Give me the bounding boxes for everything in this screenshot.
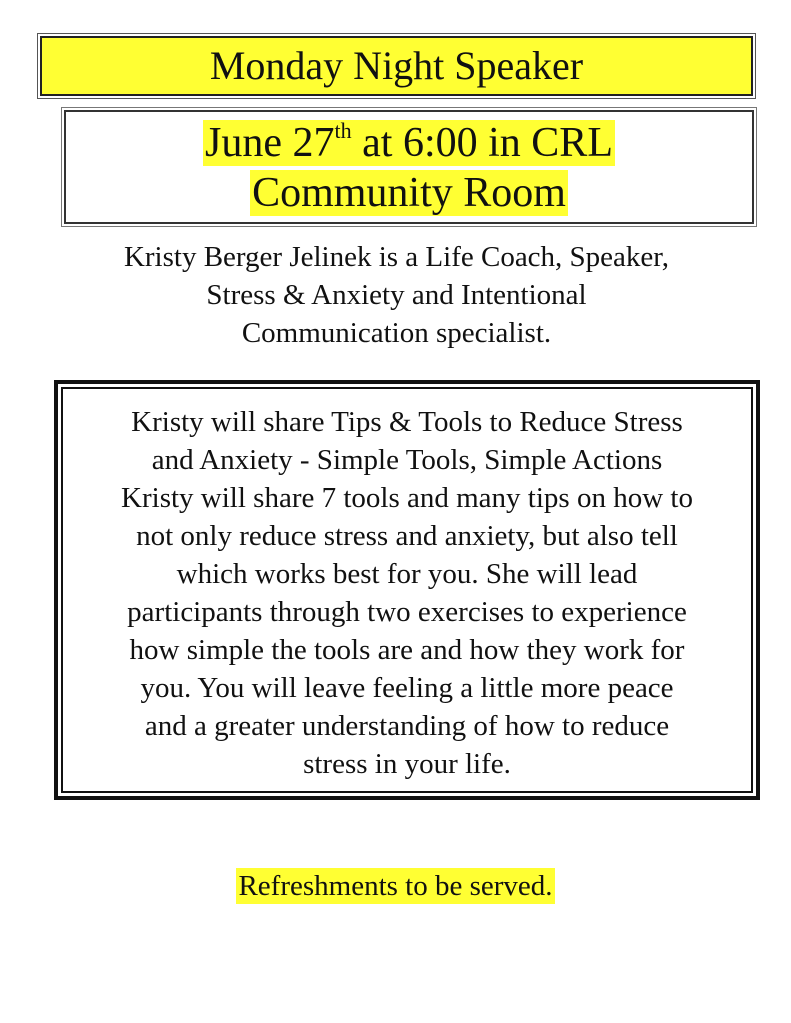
body-line-6: you. You will leave feeling a little more peace bbox=[140, 672, 674, 704]
event-room: Community Room bbox=[252, 170, 566, 216]
page-title: Monday Night Speaker bbox=[209, 43, 584, 88]
description-box bbox=[54, 380, 760, 800]
intro-line-1: Kristy Berger Jelinek is a Life Coach, Speaker, bbox=[123, 241, 670, 273]
refreshments-text: Refreshments to be served. bbox=[238, 870, 553, 902]
headline-line-1: Kristy will share Tips & Tools to Reduce Stress bbox=[131, 406, 683, 438]
body-line-4: participants through two exercises to experience bbox=[127, 596, 687, 628]
intro-line-3: Communication specialist. bbox=[241, 317, 552, 349]
event-time-place: at 6:00 in CRL bbox=[351, 120, 613, 166]
title-banner bbox=[40, 36, 753, 96]
event-date-time bbox=[66, 118, 752, 168]
speaker-intro bbox=[40, 238, 753, 352]
body-line-7: and a greater understanding of how to reduce bbox=[144, 710, 670, 742]
body-line-2: not only reduce stress and anxiety, but also tell bbox=[136, 520, 678, 552]
body-line-5: how simple the tools are and how they work for bbox=[129, 634, 685, 666]
intro-line-2: Stress & Anxiety and Intentional bbox=[206, 279, 587, 311]
body-line-1: Kristy will share 7 tools and many tips on how to bbox=[121, 482, 693, 514]
body-line-8: stress in your life. bbox=[303, 748, 511, 780]
description-inner bbox=[61, 387, 753, 793]
event-room-line bbox=[66, 168, 752, 218]
event-details-box bbox=[64, 110, 754, 224]
event-date: June 27 bbox=[205, 120, 335, 166]
refreshments-note bbox=[0, 870, 791, 903]
headline-line-2: and Anxiety - Simple Tools, Simple Actions bbox=[151, 444, 663, 476]
body-line-3: which works best for you. She will lead bbox=[176, 558, 638, 590]
event-date-suffix: th bbox=[334, 118, 352, 143]
